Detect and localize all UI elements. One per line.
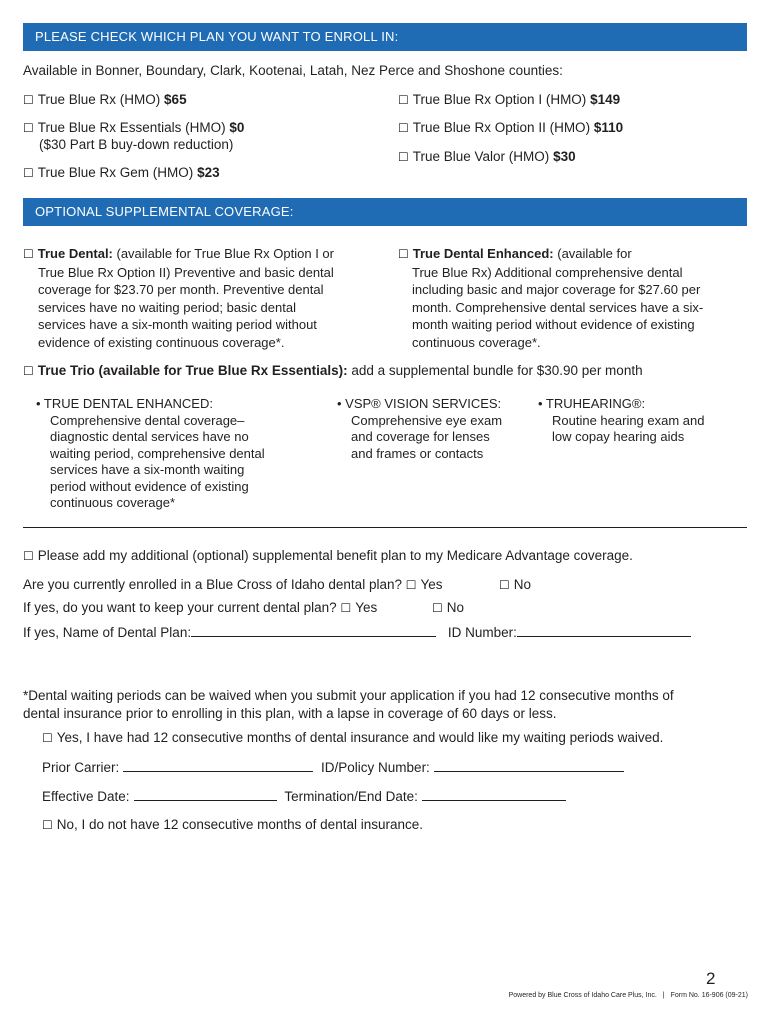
policy-number-field[interactable] [434, 759, 624, 772]
prior-carrier-row: Prior Carrier: ID/Policy Number: [42, 759, 624, 775]
bullet-dental-enhanced: • TRUE DENTAL ENHANCED: Comprehensive dental coverage– diagnostic dental services have no waiting period, comprehensive dental services have a six-month waiting period without evidence of existing continuous coverage* [36, 396, 265, 510]
bullet-vision: • VSP® VISION SERVICES: Comprehensive eye exam and coverage for lenses and frames or contacts [337, 396, 503, 461]
checkbox-icon[interactable]: ☐ [23, 364, 34, 378]
enrolled-question: Are you currently enrolled in a Blue Cross of Idaho dental plan? ☐ Yes [23, 577, 443, 592]
waiting-no-option[interactable]: ☐ No, I do not have 12 consecutive months of dental insurance. [42, 817, 423, 832]
waiting-period-note: *Dental waiting periods can be waived when you submit your application if you had 12 consecutive months of dental insurance prior to enrolling in this plan, with a lapse in coverage of 60 days or less. [23, 688, 674, 721]
keep-plan-no[interactable]: ☐ No [432, 600, 465, 615]
checkbox-icon[interactable]: ☐ [23, 166, 34, 180]
checkbox-icon[interactable]: ☐ [23, 121, 34, 135]
checkbox-icon[interactable]: ☐ [42, 731, 53, 745]
effective-date-field[interactable] [134, 788, 277, 801]
termination-date-field[interactable] [422, 788, 566, 801]
true-trio-option[interactable]: ☐ True Trio (available for True Blue Rx Essentials): add a supplemental bundle for $30.90 per month [23, 363, 643, 378]
true-dental-enhanced-option[interactable]: ☐ True Dental Enhanced: (available for True Blue Rx) Additional comprehensive dental including basic and major coverage for $27.60 per month. Comprehensive dental services have a six- month waiting period without evidence of existing continuous coverage*. [398, 246, 704, 350]
checkbox-icon[interactable]: ☐ [42, 818, 53, 832]
plan-rx-essentials[interactable]: ☐ True Blue Rx Essentials (HMO) $0 [23, 120, 245, 135]
checkbox-icon[interactable]: ☐ [23, 93, 34, 107]
checkbox-icon[interactable]: ☐ [405, 578, 417, 592]
checkbox-icon[interactable]: ☐ [340, 601, 352, 615]
dates-row: Effective Date: Termination/End Date: [42, 788, 566, 804]
checkbox-icon[interactable]: ☐ [499, 578, 510, 592]
waiting-yes-option[interactable]: ☐ Yes, I have had 12 consecutive months of dental insurance and would like my waiting periods waived. [42, 730, 664, 745]
supplemental-banner: OPTIONAL SUPPLEMENTAL COVERAGE: [23, 198, 747, 226]
plan-rx-hmo[interactable]: ☐ True Blue Rx (HMO) $65 [23, 92, 187, 107]
checkbox-icon[interactable]: ☐ [398, 247, 409, 261]
counties-intro: Available in Bonner, Boundary, Clark, Kootenai, Latah, Nez Perce and Shoshone counties: [23, 63, 563, 78]
plan-rx-gem[interactable]: ☐ True Blue Rx Gem (HMO) $23 [23, 165, 220, 180]
checkbox-icon[interactable]: ☐ [23, 549, 34, 563]
checkbox-icon[interactable]: ☐ [398, 93, 409, 107]
enroll-banner: PLEASE CHECK WHICH PLAN YOU WANT TO ENROLL IN: [23, 23, 747, 51]
keep-plan-question: If yes, do you want to keep your current dental plan? ☐ Yes [23, 600, 378, 615]
section-divider [23, 527, 747, 528]
page-number: 2 [706, 969, 716, 988]
dental-plan-name-row: If yes, Name of Dental Plan: ID Number: [23, 624, 691, 640]
true-dental-option[interactable]: ☐ True Dental: (available for True Blue Rx Option I or True Blue Rx Option II) Preventive and basic dental coverage for $23.70 per month. Preventive dental services have no waiting period; basic dental services have a six-month waiting period without evidence of existing continuous coverage*. [23, 246, 334, 350]
plan-valor[interactable]: ☐ True Blue Valor (HMO) $30 [398, 149, 576, 164]
dental-id-number-field[interactable] [517, 624, 691, 637]
add-supplemental-option[interactable]: ☐ Please add my additional (optional) supplemental benefit plan to my Medicare Advantage coverage. [23, 548, 633, 563]
footer-text: Powered by Blue Cross of Idaho Care Plus, Inc. | Form No. 16-906 (09-21) [508, 992, 748, 999]
dental-plan-name-field[interactable] [191, 624, 436, 637]
bullet-hearing: • TRUHEARING®: Routine hearing exam and low copay hearing aids [538, 396, 705, 444]
checkbox-icon[interactable]: ☐ [398, 150, 409, 164]
enrolled-no[interactable]: ☐ No [499, 577, 532, 592]
plan-rx-option-2[interactable]: ☐ True Blue Rx Option II (HMO) $110 [398, 120, 624, 135]
plan-rx-essentials-note: ($30 Part B buy-down reduction) [39, 137, 234, 152]
plan-rx-option-1[interactable]: ☐ True Blue Rx Option I (HMO) $149 [398, 92, 621, 107]
prior-carrier-field[interactable] [123, 759, 313, 772]
checkbox-icon[interactable]: ☐ [23, 247, 34, 261]
checkbox-icon[interactable]: ☐ [432, 601, 443, 615]
checkbox-icon[interactable]: ☐ [398, 121, 409, 135]
